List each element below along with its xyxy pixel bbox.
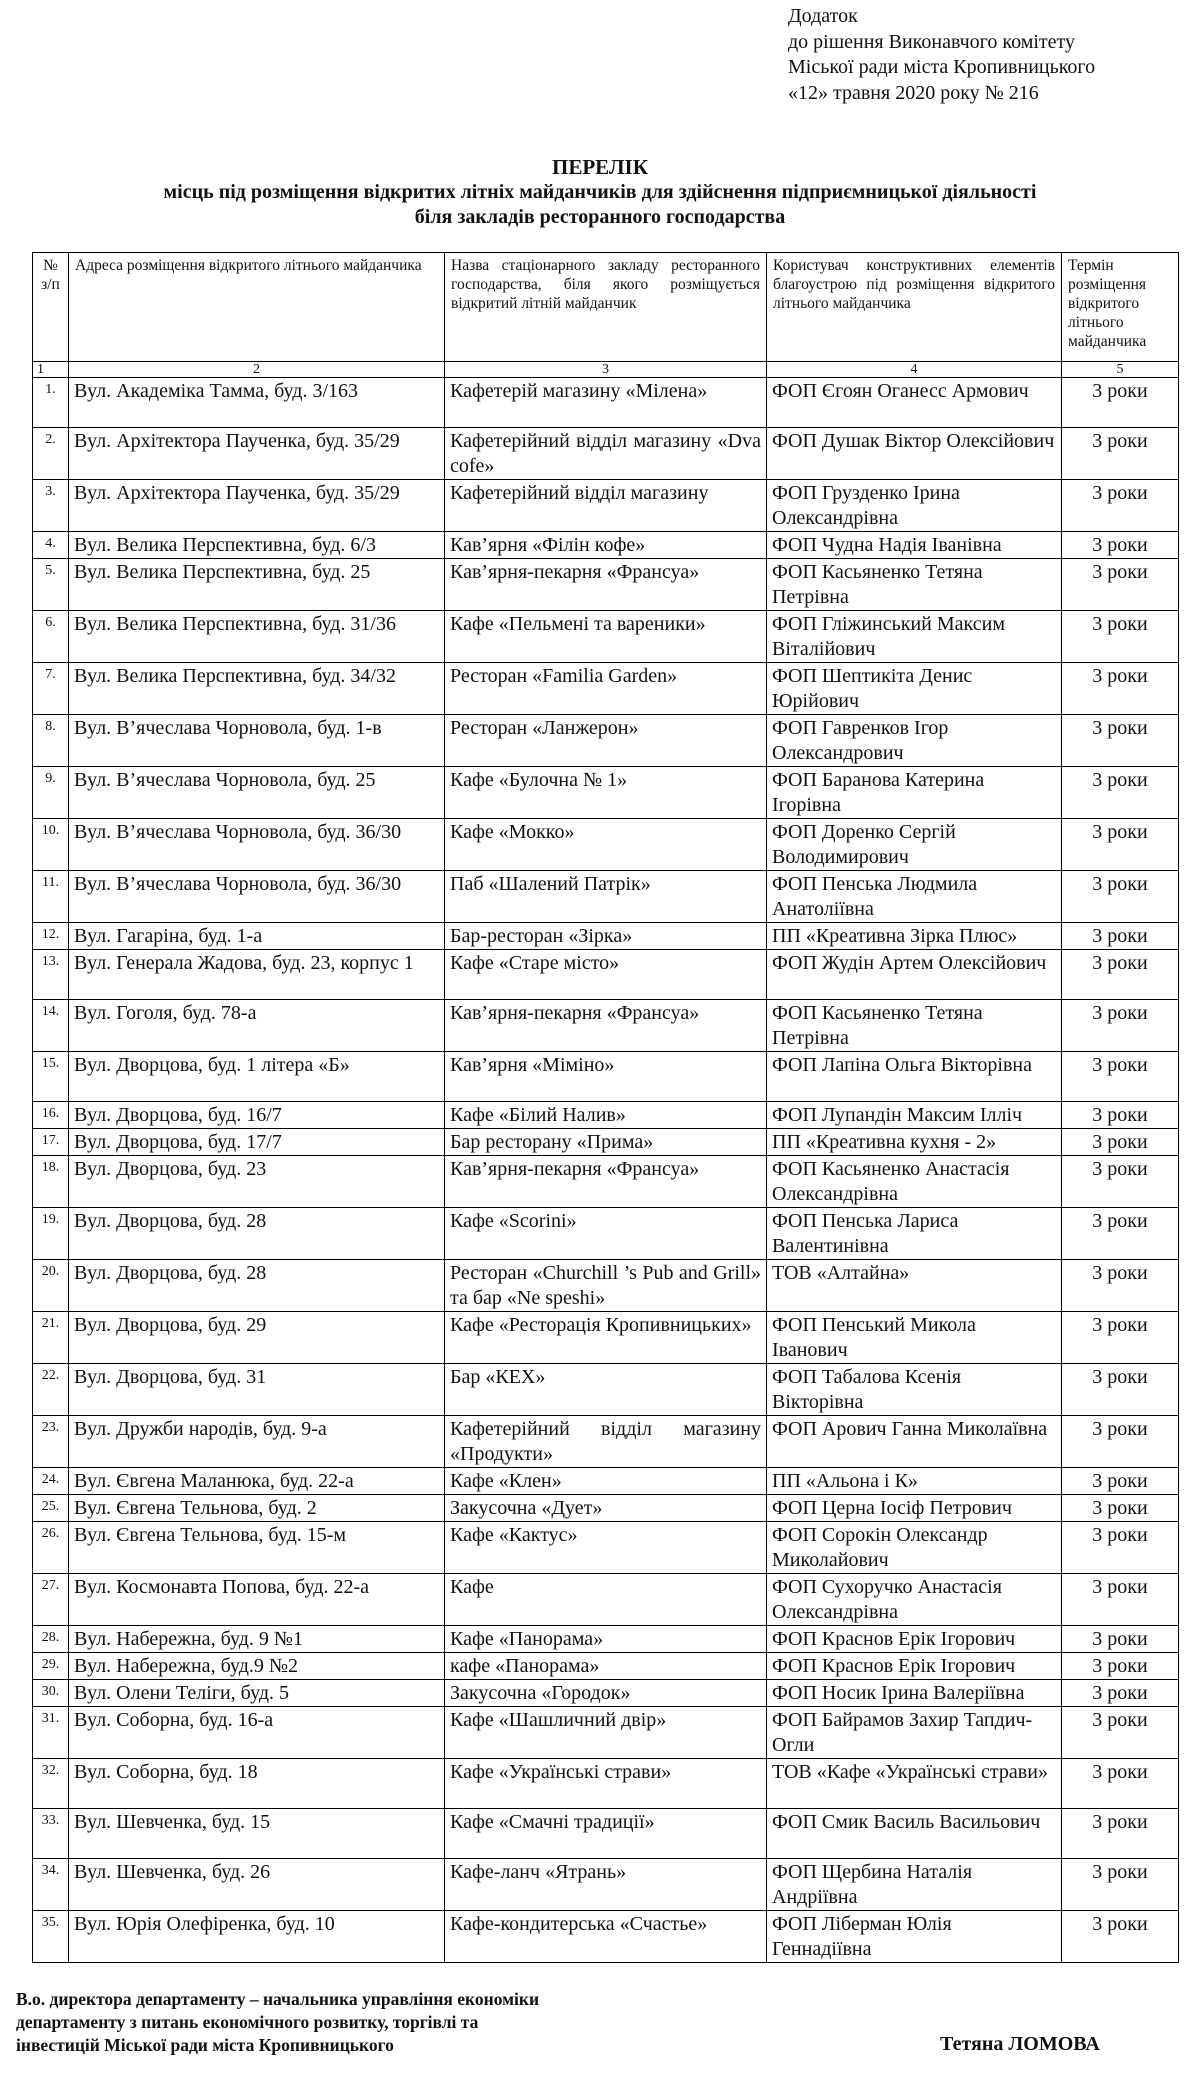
row-number: 9. <box>33 767 69 819</box>
row-venue: Бар-ресторан «Зірка» <box>445 923 767 950</box>
row-user: ФОП Чудна Надія Іванівна <box>767 532 1062 559</box>
addendum-block <box>788 4 1095 106</box>
row-number: 8. <box>33 715 69 767</box>
row-address: Вул. Велика Перспективна, буд. 25 <box>69 559 445 611</box>
column-number: 5 <box>1062 362 1179 378</box>
row-address: Вул. Євгена Тельнова, буд. 2 <box>69 1495 445 1522</box>
row-term: 3 роки <box>1062 532 1179 559</box>
addendum-line-3: Міської ради міста Кропивницького <box>788 56 1096 78</box>
venues-table-body <box>33 253 1179 1963</box>
row-term: 3 роки <box>1062 1495 1179 1522</box>
row-venue: Паб «Шалений Патрік» <box>445 871 767 923</box>
row-address: Вул. Набережна, буд. 9 №1 <box>69 1626 445 1653</box>
row-term: 3 роки <box>1062 1522 1179 1574</box>
row-venue: Кафе «Булочна № 1» <box>445 767 767 819</box>
row-venue: Кафе «Панорама» <box>445 1626 767 1653</box>
header-user: Користувач конструктивних елементів благоустрою під розміщення відкритого літнього майданчика <box>767 253 1062 362</box>
row-address: Вул. Дружби народів, буд. 9-а <box>69 1416 445 1468</box>
row-venue: Кафе «Старе місто» <box>445 950 767 1000</box>
row-address: Вул. Гоголя, буд. 78-а <box>69 1000 445 1052</box>
addendum-line-2: до рішення Виконавчого комітету <box>788 30 1076 53</box>
row-address: Вул. Дворцова, буд. 17/7 <box>69 1129 445 1156</box>
row-term: 3 роки <box>1062 428 1179 480</box>
row-user: ФОП Пенська Людмила Анатоліївна <box>767 871 1062 923</box>
row-number: 19. <box>33 1208 69 1260</box>
row-term: 3 роки <box>1062 1129 1179 1156</box>
table-row <box>33 1707 1179 1759</box>
table-row <box>33 1000 1179 1052</box>
table-row <box>33 1495 1179 1522</box>
row-term: 3 роки <box>1062 1707 1179 1759</box>
row-number: 1. <box>33 378 69 428</box>
table-row <box>33 1260 1179 1312</box>
row-user: ТОВ «Алтайна» <box>767 1260 1062 1312</box>
table-row <box>33 1416 1179 1468</box>
row-user: ФОП Баранова Катерина Ігорівна <box>767 767 1062 819</box>
footer-line-1: В.о. директора департаменту – начальника управління економіки <box>16 1989 540 2009</box>
table-row <box>33 950 1179 1000</box>
row-user: ФОП Сухоручко Анастасія Олександрівна <box>767 1574 1062 1626</box>
table-row <box>33 1522 1179 1574</box>
row-user: ФОП Сорокін Олександр Миколайович <box>767 1522 1062 1574</box>
row-venue: Кафетерійний відділ магазину «Dva cofe» <box>445 428 767 480</box>
row-user: ФОП Пенський Микола Іванович <box>767 1312 1062 1364</box>
row-number: 14. <box>33 1000 69 1052</box>
table-row <box>33 611 1179 663</box>
row-number: 32. <box>33 1759 69 1809</box>
row-number: 5. <box>33 559 69 611</box>
row-venue: Закусочна «Городок» <box>445 1680 767 1707</box>
row-address: Вул. Велика Перспективна, буд. 6/3 <box>69 532 445 559</box>
row-number: 17. <box>33 1129 69 1156</box>
row-number: 30. <box>33 1680 69 1707</box>
row-user: ФОП Касьяненко Тетяна Петрівна <box>767 559 1062 611</box>
row-address: Вул. В’ячеслава Чорновола, буд. 1-в <box>69 715 445 767</box>
row-user: ФОП Грузденко Ірина Олександрівна <box>767 480 1062 532</box>
row-address: Вул. Дворцова, буд. 31 <box>69 1364 445 1416</box>
row-user: ФОП Щербина Наталія Андріївна <box>767 1859 1062 1911</box>
row-term: 3 роки <box>1062 1156 1179 1208</box>
row-user: ФОП Краснов Ерік Ігорович <box>767 1653 1062 1680</box>
row-user: ФОП Єгоян Оганесс Армович <box>767 378 1062 428</box>
row-venue: Кафетерійний відділ магазину <box>445 480 767 532</box>
footer-line-2: департаменту з питань економічного розвитку, торгівлі та <box>16 2012 479 2032</box>
row-user: ФОП Арович Ганна Миколаївна <box>767 1416 1062 1468</box>
row-term: 3 роки <box>1062 1574 1179 1626</box>
row-venue: Закусочна «Дует» <box>445 1495 767 1522</box>
row-number: 12. <box>33 923 69 950</box>
row-user: ФОП Касьяненко Анастасія Олександрівна <box>767 1156 1062 1208</box>
row-user: ПП «Альона і К» <box>767 1468 1062 1495</box>
row-venue: Кав’ярня «Міміно» <box>445 1052 767 1102</box>
table-row <box>33 1653 1179 1680</box>
row-number: 27. <box>33 1574 69 1626</box>
row-term: 3 роки <box>1062 1102 1179 1129</box>
row-user: ПП «Креативна кухня - 2» <box>767 1129 1062 1156</box>
table-row <box>33 1129 1179 1156</box>
row-venue: Кафе «Клен» <box>445 1468 767 1495</box>
row-number: 11. <box>33 871 69 923</box>
column-number: 2 <box>69 362 445 378</box>
venues-table <box>32 252 1179 1963</box>
addendum-line-1: Додаток <box>788 5 858 27</box>
row-venue: Кафе-ланч «Ятрань» <box>445 1859 767 1911</box>
table-row <box>33 1626 1179 1653</box>
header-venue: Назва стаціонарного закладу ресторанного господарства, біля якого розміщується відкритий літній майданчик <box>445 253 767 362</box>
row-term: 3 роки <box>1062 378 1179 428</box>
row-term: 3 роки <box>1062 1911 1179 1963</box>
row-venue: Кав’ярня-пекарня «Франсуа» <box>445 1000 767 1052</box>
table-row <box>33 819 1179 871</box>
row-term: 3 роки <box>1062 1416 1179 1468</box>
row-number: 23. <box>33 1416 69 1468</box>
table-row <box>33 1102 1179 1129</box>
row-address: Вул. Шевченка, буд. 26 <box>69 1859 445 1911</box>
table-row <box>33 1364 1179 1416</box>
row-address: Вул. Набережна, буд.9 №2 <box>69 1653 445 1680</box>
row-term: 3 роки <box>1062 1653 1179 1680</box>
column-number: 1 <box>33 362 69 378</box>
row-number: 29. <box>33 1653 69 1680</box>
row-user: ФОП Доренко Сергій Володимирович <box>767 819 1062 871</box>
table-row <box>33 1759 1179 1809</box>
row-number: 6. <box>33 611 69 663</box>
title-line-1: ПЕРЕЛІК <box>552 155 648 179</box>
addendum-line-4: «12» травня 2020 року № 216 <box>788 81 1039 104</box>
row-address: Вул. Дворцова, буд. 29 <box>69 1312 445 1364</box>
row-term: 3 роки <box>1062 1468 1179 1495</box>
row-number: 10. <box>33 819 69 871</box>
row-number: 21. <box>33 1312 69 1364</box>
row-address: Вул. Євгена Маланюка, буд. 22-а <box>69 1468 445 1495</box>
row-venue: Кав’ярня-пекарня «Франсуа» <box>445 559 767 611</box>
row-term: 3 роки <box>1062 1000 1179 1052</box>
row-number: 25. <box>33 1495 69 1522</box>
row-user: ФОП Церна Іосіф Петрович <box>767 1495 1062 1522</box>
row-venue: Кафе-кондитерська «Счастье» <box>445 1911 767 1963</box>
row-address: Вул. Велика Перспективна, буд. 34/32 <box>69 663 445 715</box>
row-venue: Кафе «Білий Налив» <box>445 1102 767 1129</box>
row-venue: Кафе «Смачні традиції» <box>445 1809 767 1859</box>
row-user: ФОП Байрамов Захир Тапдич-Огли <box>767 1707 1062 1759</box>
row-address: Вул. Соборна, буд. 18 <box>69 1759 445 1809</box>
table-row <box>33 1809 1179 1859</box>
table-row <box>33 871 1179 923</box>
column-number: 4 <box>767 362 1062 378</box>
row-number: 24. <box>33 1468 69 1495</box>
row-user: ФОП Шептикіта Денис Юрійович <box>767 663 1062 715</box>
table-row <box>33 663 1179 715</box>
title-line-2: місць під розміщення відкритих літніх майданчиків для здійснення підприємницької діяльності <box>163 181 1037 203</box>
row-user: ТОВ «Кафе «Українські страви» <box>767 1759 1062 1809</box>
table-row <box>33 1680 1179 1707</box>
row-address: Вул. В’ячеслава Чорновола, буд. 25 <box>69 767 445 819</box>
row-venue: Кафе «Українські страви» <box>445 1759 767 1809</box>
document-title <box>0 154 1200 230</box>
row-term: 3 роки <box>1062 1260 1179 1312</box>
signer-name: Тетяна ЛОМОВА <box>940 2033 1100 2055</box>
row-number: 34. <box>33 1859 69 1911</box>
row-address: Вул. Космонавта Попова, буд. 22-а <box>69 1574 445 1626</box>
table-header-row <box>33 253 1179 362</box>
row-term: 3 роки <box>1062 480 1179 532</box>
row-user: ФОП Лапіна Ольга Вікторівна <box>767 1052 1062 1102</box>
table-row <box>33 923 1179 950</box>
row-number: 16. <box>33 1102 69 1129</box>
row-address: Вул. В’ячеслава Чорновола, буд. 36/30 <box>69 871 445 923</box>
table-row <box>33 1052 1179 1102</box>
row-address: Вул. Дворцова, буд. 28 <box>69 1208 445 1260</box>
row-address: Вул. Шевченка, буд. 15 <box>69 1809 445 1859</box>
column-number: 3 <box>445 362 767 378</box>
row-venue: Кав’ярня-пекарня «Франсуа» <box>445 1156 767 1208</box>
row-number: 33. <box>33 1809 69 1859</box>
table-row <box>33 428 1179 480</box>
row-number: 22. <box>33 1364 69 1416</box>
row-term: 3 роки <box>1062 1859 1179 1911</box>
row-number: 35. <box>33 1911 69 1963</box>
row-venue: Кафетерійний відділ магазину «Продукти» <box>445 1416 767 1468</box>
row-term: 3 роки <box>1062 1052 1179 1102</box>
table-row <box>33 1574 1179 1626</box>
row-term: 3 роки <box>1062 715 1179 767</box>
row-user: ФОП Жудін Артем Олексійович <box>767 950 1062 1000</box>
row-term: 3 роки <box>1062 1759 1179 1809</box>
row-address: Вул. Архітектора Паученка, буд. 35/29 <box>69 480 445 532</box>
table-row <box>33 1208 1179 1260</box>
row-number: 3. <box>33 480 69 532</box>
row-address: Вул. Гагаріна, буд. 1-а <box>69 923 445 950</box>
row-address: Вул. Юрія Олефіренка, буд. 10 <box>69 1911 445 1963</box>
row-term: 3 роки <box>1062 923 1179 950</box>
row-term: 3 роки <box>1062 1312 1179 1364</box>
row-user: ПП «Креативна Зірка Плюс» <box>767 923 1062 950</box>
row-user: ФОП Носик Ірина Валеріївна <box>767 1680 1062 1707</box>
row-term: 3 роки <box>1062 1364 1179 1416</box>
title-line-3: біля закладів ресторанного господарства <box>414 206 786 228</box>
table-row <box>33 559 1179 611</box>
table-row <box>33 1468 1179 1495</box>
row-term: 3 роки <box>1062 819 1179 871</box>
table-row <box>33 1312 1179 1364</box>
footer-line-3: інвестицій Міської ради міста Кропивницького <box>16 2035 394 2055</box>
row-address: Вул. Дворцова, буд. 1 літера «Б» <box>69 1052 445 1102</box>
row-number: 4. <box>33 532 69 559</box>
row-term: 3 роки <box>1062 950 1179 1000</box>
row-venue: Кафе «Мокко» <box>445 819 767 871</box>
row-address: Вул. Генерала Жадова, буд. 23, корпус 1 <box>69 950 445 1000</box>
row-venue: Кафе «Scorini» <box>445 1208 767 1260</box>
row-user: ФОП Пенська Лариса Валентинівна <box>767 1208 1062 1260</box>
row-address: Вул. В’ячеслава Чорновола, буд. 36/30 <box>69 819 445 871</box>
row-number: 26. <box>33 1522 69 1574</box>
row-user: ФОП Лупандін Максим Ілліч <box>767 1102 1062 1129</box>
row-address: Вул. Євгена Тельнова, буд. 15-м <box>69 1522 445 1574</box>
row-number: 31. <box>33 1707 69 1759</box>
table-row <box>33 767 1179 819</box>
row-term: 3 роки <box>1062 1626 1179 1653</box>
header-term: Термін розміщення відкритого літнього майданчика <box>1062 253 1179 362</box>
row-venue: Ресторан «Ланжерон» <box>445 715 767 767</box>
row-venue: Кафе «Шашличний двір» <box>445 1707 767 1759</box>
row-address: Вул. Олени Теліги, буд. 5 <box>69 1680 445 1707</box>
row-term: 3 роки <box>1062 611 1179 663</box>
header-number: № з/п <box>33 253 69 362</box>
row-address: Вул. Дворцова, буд. 16/7 <box>69 1102 445 1129</box>
row-user: ФОП Гліжинський Максим Віталійович <box>767 611 1062 663</box>
row-term: 3 роки <box>1062 559 1179 611</box>
row-venue: Ресторан «Familia Garden» <box>445 663 767 715</box>
row-user: ФОП Ліберман Юлія Геннадіївна <box>767 1911 1062 1963</box>
row-number: 2. <box>33 428 69 480</box>
row-venue: Ресторан «Churchill ’s Pub and Grill» та бар «Ne speshi» <box>445 1260 767 1312</box>
signature-block <box>16 1988 539 2057</box>
row-venue: Кафетерій магазину «Мілена» <box>445 378 767 428</box>
row-venue: Бар «КЕХ» <box>445 1364 767 1416</box>
row-venue: Кафе «Ресторація Кропивницьких» <box>445 1312 767 1364</box>
row-term: 3 роки <box>1062 1680 1179 1707</box>
header-address: Адреса розміщення відкритого літнього майданчика <box>69 253 445 362</box>
row-venue: Кав’ярня «Філін кофе» <box>445 532 767 559</box>
row-user: ФОП Краснов Ерік Ігорович <box>767 1626 1062 1653</box>
row-term: 3 роки <box>1062 1809 1179 1859</box>
row-user: ФОП Смик Василь Васильович <box>767 1809 1062 1859</box>
row-venue: кафе «Панорама» <box>445 1653 767 1680</box>
row-term: 3 роки <box>1062 1208 1179 1260</box>
row-address: Вул. Велика Перспективна, буд. 31/36 <box>69 611 445 663</box>
column-numbers-row <box>33 362 1179 378</box>
table-row <box>33 378 1179 428</box>
table-row <box>33 480 1179 532</box>
row-venue: Кафе «Пельмені та вареники» <box>445 611 767 663</box>
row-venue: Кафе «Кактус» <box>445 1522 767 1574</box>
table-row <box>33 715 1179 767</box>
row-address: Вул. Дворцова, буд. 28 <box>69 1260 445 1312</box>
row-address: Вул. Академіка Тамма, буд. 3/163 <box>69 378 445 428</box>
row-address: Вул. Дворцова, буд. 23 <box>69 1156 445 1208</box>
row-term: 3 роки <box>1062 767 1179 819</box>
row-term: 3 роки <box>1062 663 1179 715</box>
row-address: Вул. Соборна, буд. 16-а <box>69 1707 445 1759</box>
row-user: ФОП Душак Віктор Олексійович <box>767 428 1062 480</box>
row-venue: Бар ресторану «Прима» <box>445 1129 767 1156</box>
row-number: 28. <box>33 1626 69 1653</box>
row-venue: Кафе <box>445 1574 767 1626</box>
row-number: 15. <box>33 1052 69 1102</box>
row-user: ФОП Табалова Ксенія Вікторівна <box>767 1364 1062 1416</box>
table-row <box>33 1859 1179 1911</box>
row-number: 7. <box>33 663 69 715</box>
table-row <box>33 1911 1179 1963</box>
table-row <box>33 1156 1179 1208</box>
row-number: 20. <box>33 1260 69 1312</box>
row-address: Вул. Архітектора Паученка, буд. 35/29 <box>69 428 445 480</box>
row-user: ФОП Касьяненко Тетяна Петрівна <box>767 1000 1062 1052</box>
table-row <box>33 532 1179 559</box>
row-user: ФОП Гавренков Ігор Олександрович <box>767 715 1062 767</box>
row-number: 13. <box>33 950 69 1000</box>
row-number: 18. <box>33 1156 69 1208</box>
row-term: 3 роки <box>1062 871 1179 923</box>
